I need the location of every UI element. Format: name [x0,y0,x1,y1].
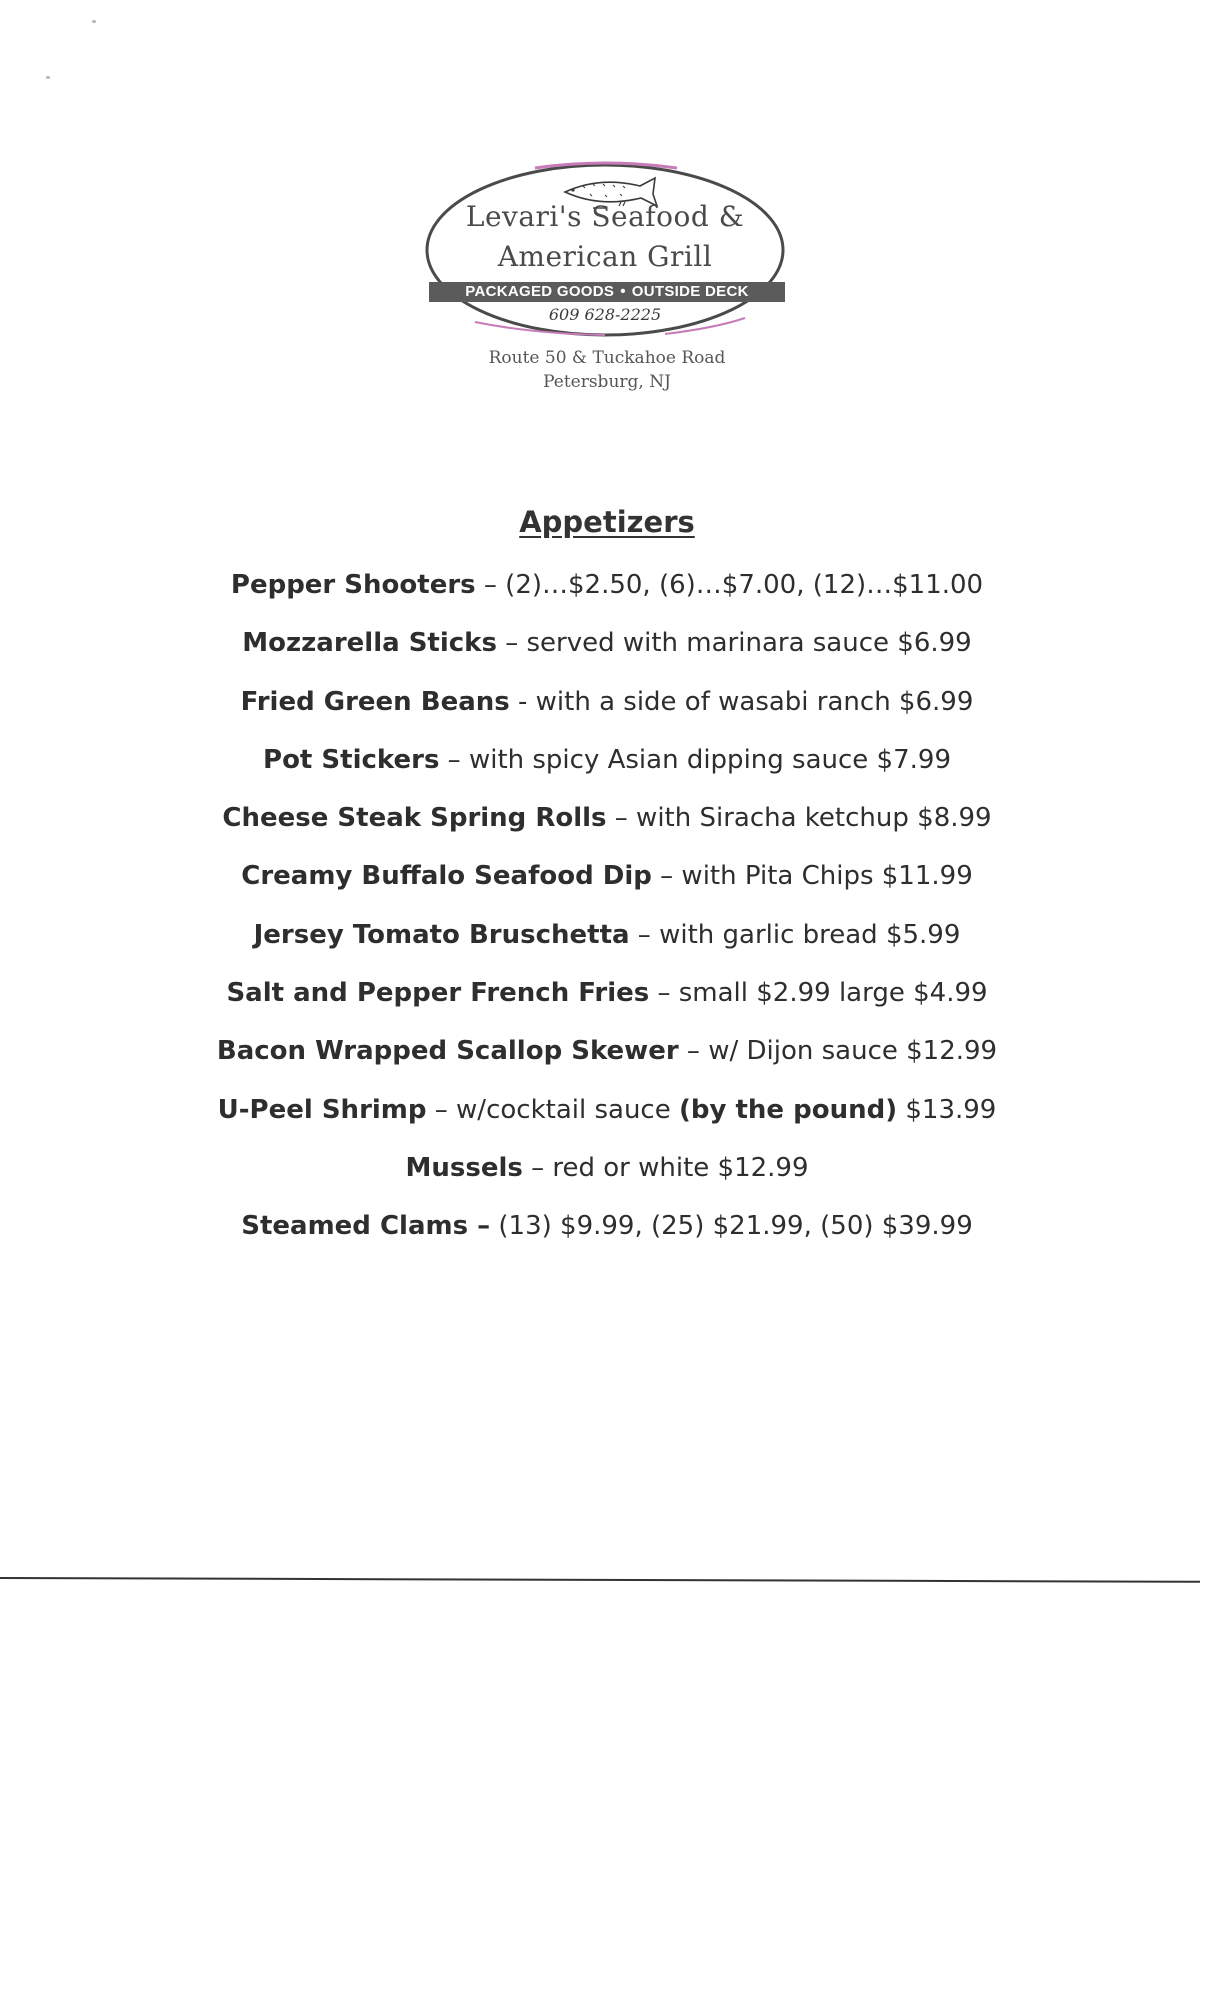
item-name: Jersey Tomato Bruschetta [253,919,630,950]
scan-speck [92,20,96,23]
horizontal-divider [0,1577,1200,1583]
menu-item [0,856,1214,914]
menu-item [0,1090,1214,1148]
logo-banner [429,282,785,302]
logo-name-line2: American Grill [497,240,713,273]
menu-item [0,1206,1214,1264]
banner-separator: • [620,283,626,300]
item-description: – with garlic bread $5.99 [629,919,961,950]
item-name: Mozzarella Sticks [242,628,497,659]
item-description: – served with marinara sauce $6.99 [496,628,972,659]
item-description: – with Pita Chips $11.99 [651,861,973,892]
menu-item [0,565,1214,623]
item-name: Salt and Pepper French Fries [226,978,650,1009]
address-line1: Route 50 & Tuckahoe Road [488,348,726,368]
banner-left-text: PACKAGED GOODS [465,283,615,300]
item-description: – small $2.99 large $4.99 [649,978,988,1009]
item-description: – (2)…$2.50, (6)…$7.00, (12)…$11.00 [475,570,984,600]
appetizer-list [0,565,1214,1265]
menu-item [0,1148,1214,1206]
item-description: - with a side of wasabi ranch $6.99 [509,686,974,717]
item-description: – red or white $12.99 [522,1152,809,1183]
menu-item [0,623,1214,681]
item-price: $13.99 [897,1094,997,1125]
section-title: Appetizers [519,505,695,539]
menu-item [0,740,1214,798]
banner-right-text: OUTSIDE DECK [631,283,749,300]
scan-speck [46,76,50,79]
address-line2: Petersburg, NJ [543,372,671,392]
item-name: Cheese Steak Spring Rolls [222,803,607,834]
item-name: Creamy Buffalo Seafood Dip [241,861,652,892]
item-name: Pot Stickers [263,744,440,775]
menu-item [0,973,1214,1031]
item-description: – w/ Dijon sauce $12.99 [678,1036,998,1067]
menu-item [0,915,1214,973]
restaurant-logo [415,150,795,380]
item-name: Pepper Shooters [230,570,476,600]
item-description: (13) $9.99, (25) $21.99, (50) $39.99 [490,1211,973,1242]
item-description: – with spicy Asian dipping sauce $7.99 [439,744,951,775]
menu-item [0,682,1214,740]
logo-name-line1: Levari's Seafood & [465,200,745,233]
item-name: Mussels [405,1152,523,1183]
item-description: – w/cocktail sauce [426,1094,679,1125]
item-name: U-Peel Shrimp [217,1094,427,1125]
logo-phone: 609 628-2225 [548,305,662,324]
item-name: Fried Green Beans [240,686,510,717]
menu-item [0,798,1214,856]
menu-item [0,1031,1214,1089]
item-quantity-note: (by the pound) [678,1094,898,1125]
item-description: – with Siracha ketchup $8.99 [606,803,992,834]
item-name: Bacon Wrapped Scallop Skewer [216,1036,679,1067]
item-name: Steamed Clams – [241,1211,491,1242]
